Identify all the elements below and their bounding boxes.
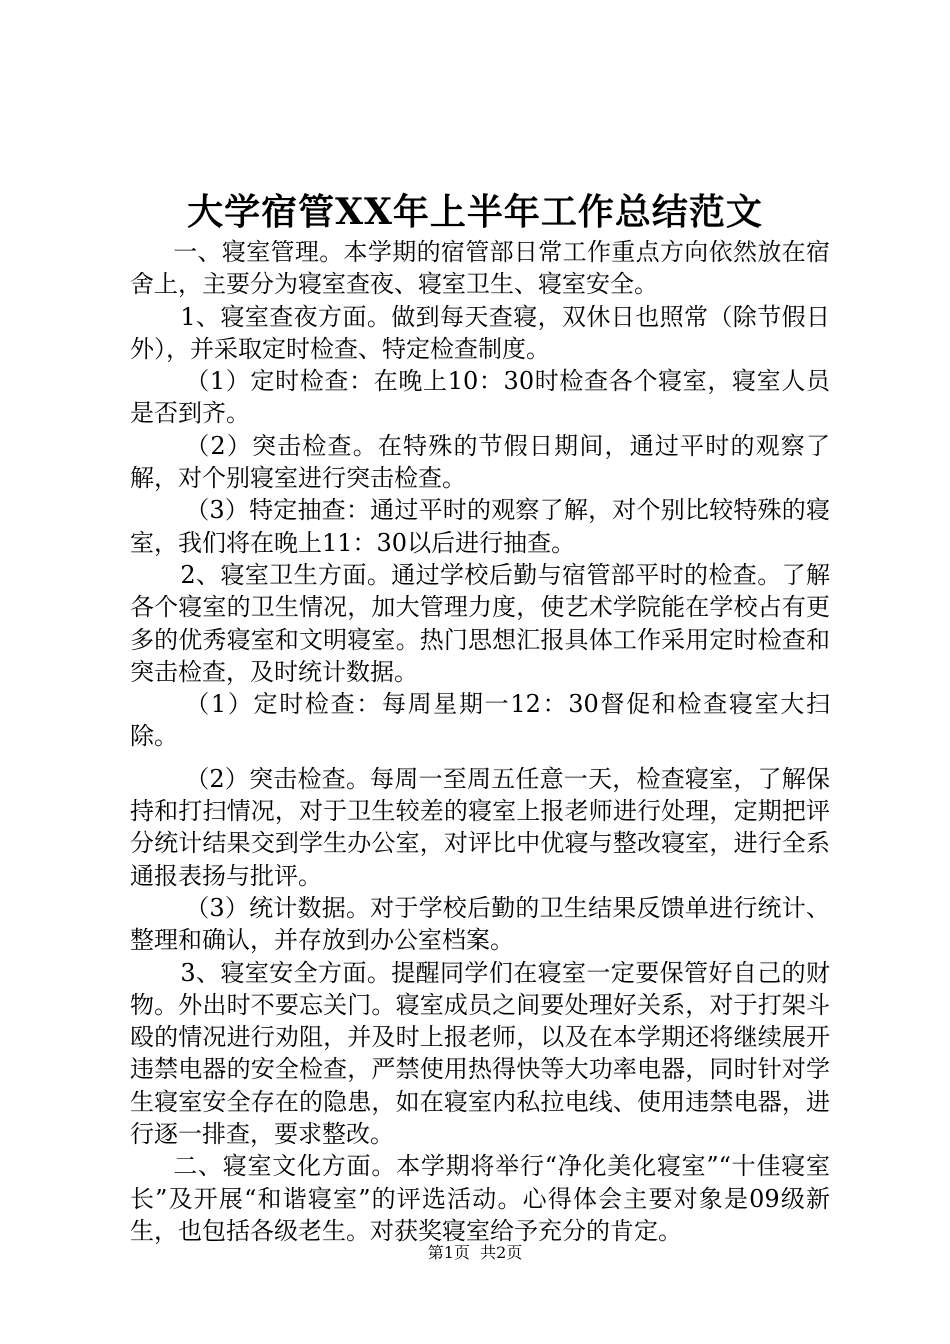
paragraph-statistics: （3）统计数据。对于学校后勤的卫生结果反馈单进行统计、整理和确认，并存放到办公室档案。 [130, 893, 830, 955]
paragraph-hygiene-surprise: （2）突击检查。每周一至周五任意一天，检查寝室，了解保持和打扫情况，对于卫生较差的寝室上报老师进行处理，定期把评分统计结果交到学生办公室，对评比中优寝与整改寝室，进行全系通报表扬与批评。 [130, 764, 830, 890]
paragraph-hygiene: 2、寝室卫生方面。通过学校后勤与宿管部平时的检查。了解各个寝室的卫生情况，加大管理力度，使艺术学院能在学校占有更多的优秀寝室和文明寝室。热门思想汇报具体工作采用定时检查和突击检查，及时统计数据。 [130, 560, 830, 686]
paragraph-scheduled-check: （1）定时检查：在晚上10：30时检查各个寝室，寝室人员是否到齐。 [130, 367, 830, 428]
paragraph-surprise-check: （2）突击检查。在特殊的节假日期间，通过平时的观察了解，对个别寝室进行突击检查。 [130, 431, 830, 493]
paragraph-dorm-management: 一、寝室管理。本学期的宿管部日常工作重点方向依然放在宿舍上，主要分为寝室查夜、寝室卫生、寝室安全。 [130, 238, 830, 299]
paragraph-dorm-culture: 二、寝室文化方面。本学期将举行“净化美化寝室”“十佳寝室长”及开展“和谐寝室”的评选活动。心得体会主要对象是09级新生，也包括各级老生。对获奖寝室给予充分的肯定。 [130, 1152, 830, 1245]
paragraph-hygiene-scheduled: （1）定时检查：每周星期一12：30督促和检查寝室大扫除。 [130, 690, 830, 751]
document-body [130, 236, 830, 1247]
paragraph-night-check: 1、寝室查夜方面。做到每天查寝，双休日也照常（除节假日外），并采取定时检查、特定检查制度。 [130, 302, 830, 363]
document-title: 大学宿管XX年上半年工作总结范文 [187, 191, 763, 233]
page-footer: 第1页 共2页 [427, 1243, 523, 1262]
paragraph-safety: 3、寝室安全方面。提醒同学们在寝室一定要保管好自己的财物。外出时不要忘关门。寝室成员之间要处理好关系，对于打架斗殴的情况进行劝阻，并及时上报老师，以及在本学期还将继续展开违禁电器的安全检查，严禁使用热得快等大功率电器，同时针对学生寝室安全存在的隐患，如在寝室内私拉电线、使用违禁电器，进行逐一排查，要求整改。 [130, 958, 830, 1149]
paragraph-spot-check: （3）特定抽查：通过平时的观察了解，对个别比较特殊的寝室，我们将在晚上11：30以后进行抽查。 [130, 496, 830, 557]
